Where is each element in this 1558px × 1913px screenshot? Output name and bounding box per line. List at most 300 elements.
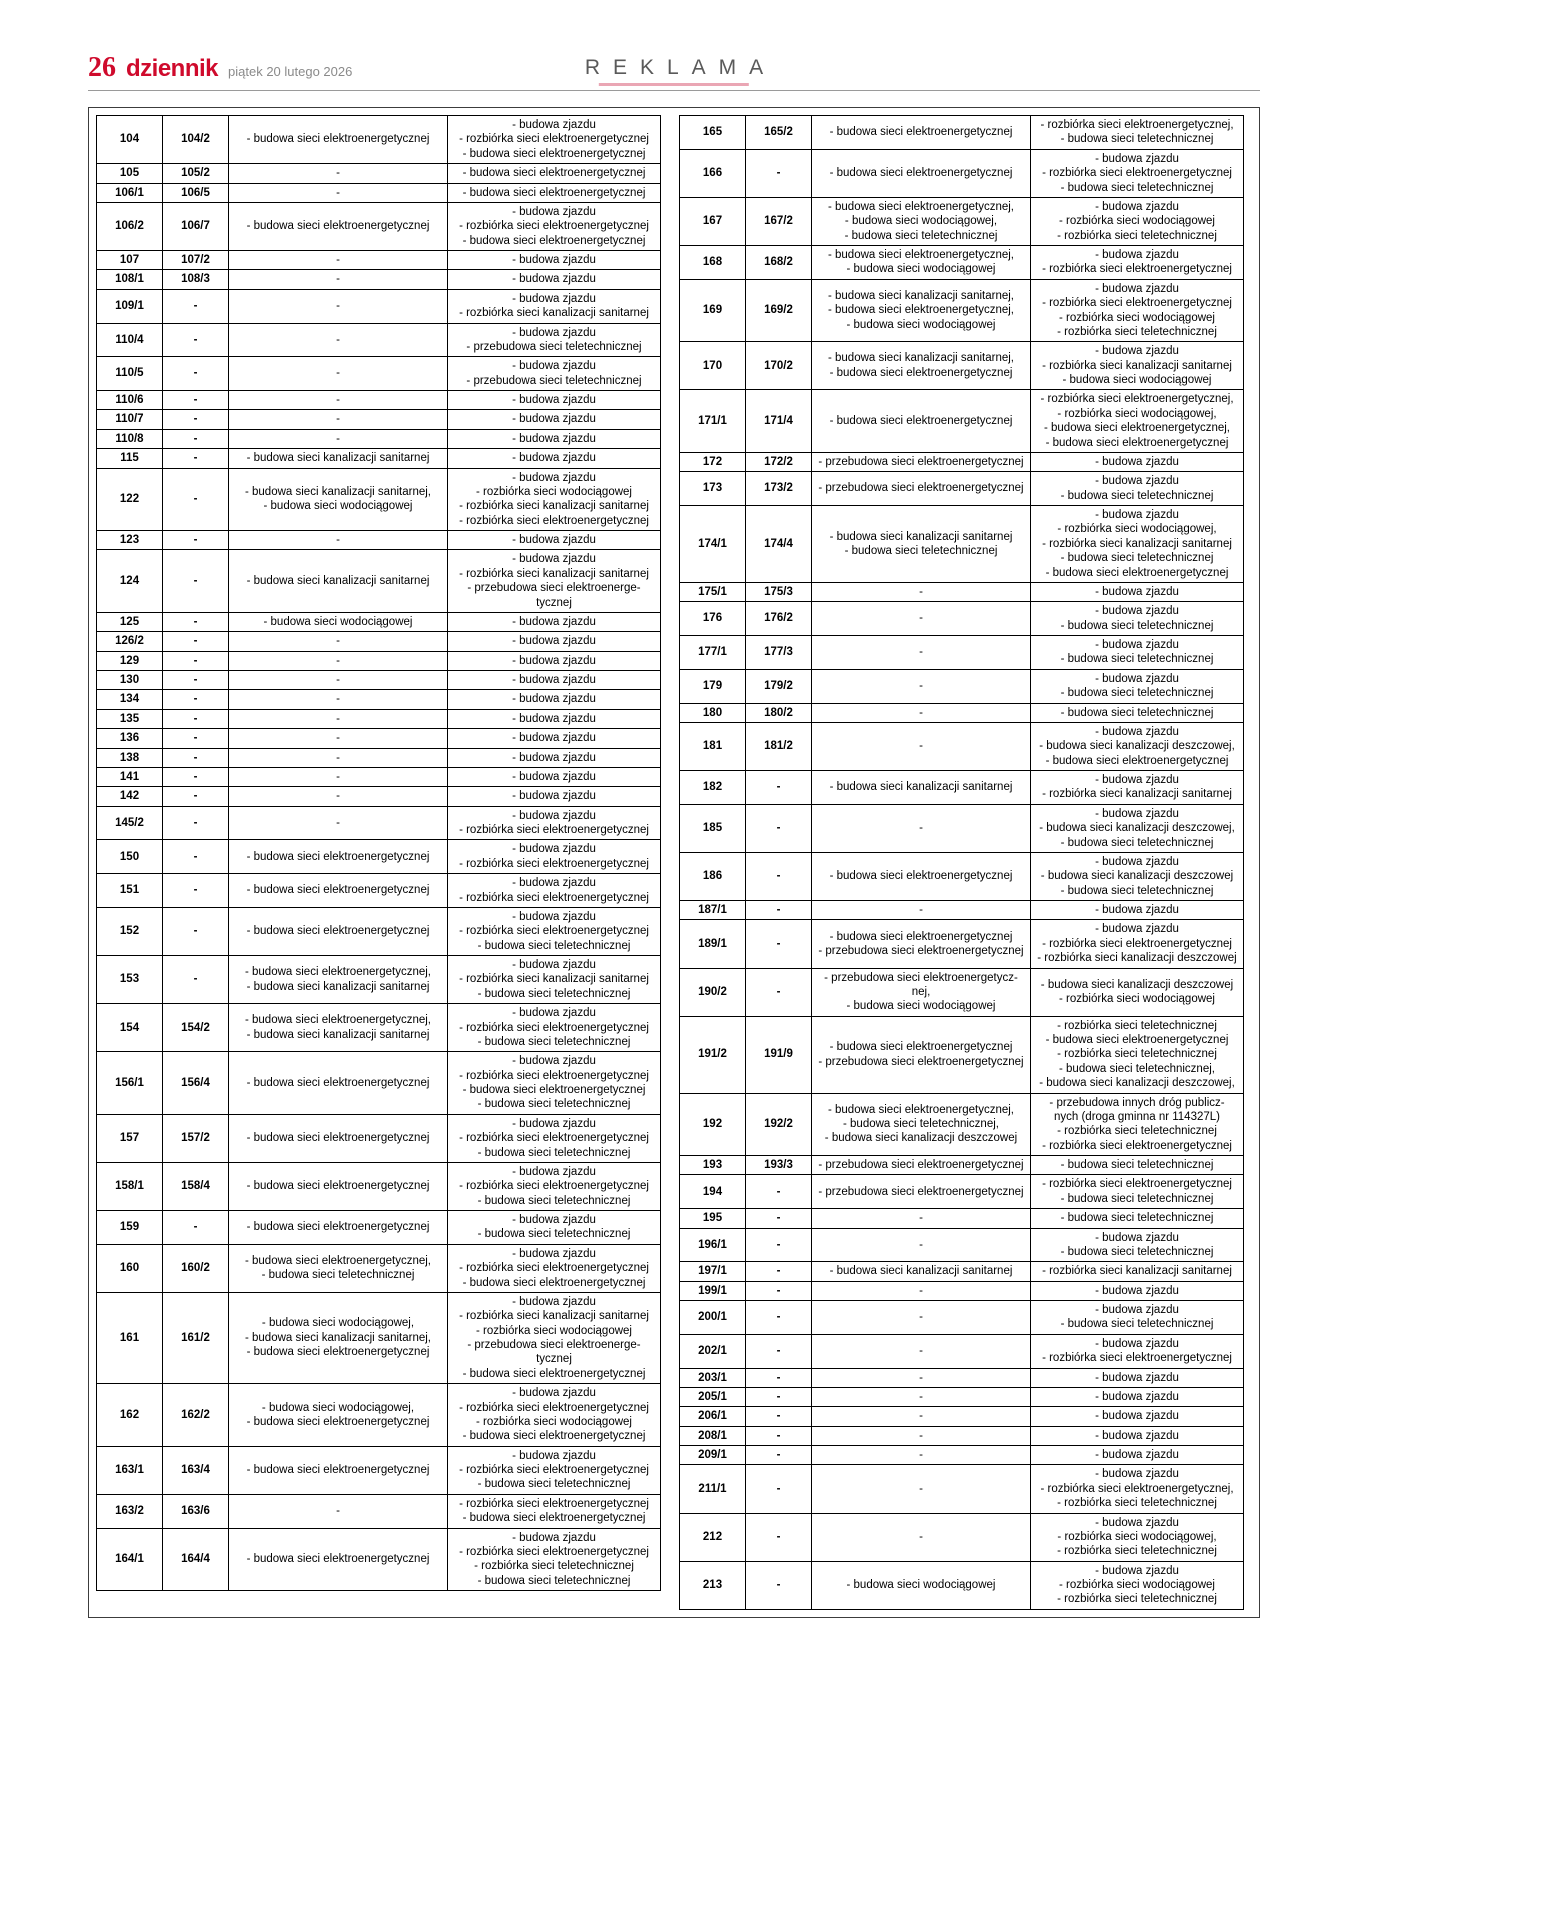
works-line: - rozbiórka sieci kanalizacji sanitarnej	[459, 1310, 649, 1323]
works-cell	[229, 1052, 448, 1115]
table-row	[97, 1384, 661, 1447]
works-cell	[1031, 722, 1244, 770]
plot-number-cell: -	[163, 651, 229, 670]
works-cell	[1031, 968, 1244, 1016]
plot-number-cell: 197/1	[680, 1262, 746, 1281]
works-cell	[229, 729, 448, 748]
plot-number-cell: 196/1	[680, 1228, 746, 1262]
works-cell	[1031, 149, 1244, 197]
works-cell	[1031, 582, 1244, 601]
works-line: - budowa sieci kanalizacji sanitarnej,	[244, 1331, 431, 1344]
works-line: - budowa sieci wodociągowej	[263, 615, 413, 628]
table-row	[97, 270, 661, 289]
works-cell	[229, 410, 448, 429]
works-cell	[229, 468, 448, 531]
works-line: -	[336, 751, 340, 764]
works-line: - budowa sieci teletechnicznej	[477, 1035, 631, 1048]
works-cell	[812, 602, 1031, 636]
works-cell	[1031, 1465, 1244, 1513]
works-cell	[1031, 852, 1244, 900]
plot-number-cell: 163/4	[163, 1446, 229, 1494]
works-line: - rozbiórka sieci wodociągowej	[476, 485, 632, 498]
works-cell	[448, 449, 661, 468]
works-cell	[812, 1093, 1031, 1156]
works-line: - rozbiórka sieci elektroenergetycznej	[459, 1132, 649, 1145]
works-line: - budowa sieci wodociągowej,	[261, 1317, 415, 1330]
works-line: - rozbiórka sieci teletechnicznej	[474, 1560, 634, 1573]
works-cell	[448, 202, 661, 250]
works-line: - rozbiórka sieci wodociągowej	[476, 1324, 632, 1337]
works-cell	[448, 1494, 661, 1528]
works-line: - budowa zjazdu	[512, 877, 596, 890]
table-row	[680, 1093, 1244, 1156]
table-row	[97, 840, 661, 874]
works-cell	[229, 1114, 448, 1162]
works-line: -	[919, 679, 923, 692]
works-cell	[448, 1052, 661, 1115]
works-line: - rozbiórka sieci elektroenergetycznej	[459, 1545, 649, 1558]
table-row	[680, 771, 1244, 805]
works-line: - budowa zjazdu	[1095, 249, 1179, 261]
works-line: - budowa sieci elektroenergetycznej	[462, 167, 646, 180]
table-row	[97, 410, 661, 429]
works-cell	[229, 323, 448, 357]
works-line: - budowa zjazdu	[512, 254, 596, 266]
plot-number-cell: -	[163, 632, 229, 651]
plot-number-cell: -	[746, 1426, 812, 1445]
works-line: - rozbiórka sieci elektroenergetycznej	[459, 1021, 649, 1034]
table-row	[680, 968, 1244, 1016]
works-cell	[812, 246, 1031, 280]
works-cell	[1031, 703, 1244, 722]
works-line: - budowa zjazdu	[512, 1247, 596, 1260]
table-row	[97, 251, 661, 270]
works-line: -	[336, 712, 340, 725]
works-line: - budowa sieci teletechnicznej	[477, 1194, 631, 1207]
works-line: -	[919, 1238, 923, 1251]
works-line: - budowa zjazdu	[512, 770, 596, 783]
works-cell	[1031, 246, 1244, 280]
table-row	[97, 767, 661, 786]
works-line: - budowa zjazdu	[1095, 345, 1179, 358]
works-line: - budowa sieci elektroenergetycznej	[246, 884, 430, 897]
works-line: -	[919, 1449, 923, 1461]
works-cell	[448, 690, 661, 709]
plot-number-cell: -	[163, 767, 229, 786]
works-line: - budowa zjazdu	[512, 674, 596, 686]
plot-number-cell: 160/2	[163, 1244, 229, 1292]
plot-number-cell: 145/2	[97, 806, 163, 840]
plot-number-cell: 106/2	[97, 202, 163, 250]
works-line: - budowa zjazdu	[512, 119, 596, 131]
table-row	[680, 602, 1244, 636]
works-line: - budowa sieci elektroenergetycznej	[462, 186, 646, 199]
works-cell	[812, 1262, 1031, 1281]
works-line: - budowa sieci elektroenergetycznej	[246, 1180, 430, 1193]
plot-number-cell: -	[746, 1513, 812, 1561]
plot-number-cell: 107	[97, 251, 163, 270]
plot-number-cell: 158/4	[163, 1162, 229, 1210]
works-line: - rozbiórka sieci elektroenergetycznej	[459, 824, 649, 836]
works-line: -	[336, 432, 340, 445]
works-cell	[1031, 804, 1244, 852]
works-line: - budowa zjazdu	[512, 809, 596, 822]
page-number: 26	[88, 52, 116, 83]
table-row	[680, 804, 1244, 852]
plot-number-cell: -	[746, 1446, 812, 1465]
works-line: - budowa sieci elektroenergetycznej	[829, 870, 1013, 883]
works-line: - rozbiórka sieci kanalizacji sanitarnej	[459, 973, 649, 986]
works-cell	[448, 164, 661, 183]
plot-number-cell: 156/4	[163, 1052, 229, 1115]
works-line: - rozbiórka sieci teletechnicznej	[1057, 1545, 1217, 1558]
plot-number-cell: 180/2	[746, 703, 812, 722]
works-cell	[448, 1114, 661, 1162]
works-line: - budowa sieci elektroenergetycznej	[246, 133, 430, 146]
works-line: -	[919, 1530, 923, 1543]
plot-number-cell: 154	[97, 1004, 163, 1052]
works-cell	[229, 612, 448, 631]
plot-number-cell: -	[163, 1211, 229, 1245]
works-cell	[448, 183, 661, 202]
works-line: - budowa sieci teletechnicznej	[844, 229, 998, 242]
works-line: - budowa sieci elektroenergetycznej	[829, 366, 1013, 379]
works-line: - budowa sieci kanalizacji deszczowej,	[1039, 822, 1235, 835]
works-line: - budowa zjazdu	[512, 452, 596, 465]
plot-number-cell: 166	[680, 149, 746, 197]
works-line: - budowa sieci teletechnicznej	[1060, 552, 1214, 565]
plot-number-cell: 205/1	[680, 1387, 746, 1406]
works-line: - rozbiórka sieci teletechnicznej	[1057, 1019, 1217, 1032]
brand-logo: dziennik	[126, 55, 219, 82]
works-cell	[229, 709, 448, 728]
works-line: - budowa zjazdu	[512, 790, 596, 803]
plot-number-cell: 154/2	[163, 1004, 229, 1052]
plot-number-cell: 195	[680, 1209, 746, 1228]
works-line: - budowa zjazdu	[1095, 605, 1179, 618]
works-cell	[812, 582, 1031, 601]
plot-number-cell: 170/2	[746, 342, 812, 390]
works-line: - rozbiórka sieci elektroenergetycznej	[459, 220, 649, 233]
works-cell	[229, 874, 448, 908]
table-row	[680, 901, 1244, 920]
plot-number-cell: 151	[97, 874, 163, 908]
works-line: - rozbiórka sieci wodociągowej	[1059, 1579, 1215, 1591]
table-row	[97, 449, 661, 468]
works-line: - budowa sieci elektroenergetycznej,	[244, 1014, 432, 1027]
table-row	[680, 472, 1244, 506]
plot-number-cell: 162/2	[163, 1384, 229, 1447]
plot-number-cell: 173/2	[746, 472, 812, 506]
works-line: - budowa sieci kanalizacji sanitarnej,	[827, 352, 1014, 365]
table-row	[680, 1228, 1244, 1262]
plot-number-cell: 167/2	[746, 197, 812, 245]
table-row	[680, 1334, 1244, 1368]
plot-number-cell: 106/5	[163, 183, 229, 202]
works-line: - budowa sieci elektroenergetycznej,	[827, 1103, 1015, 1116]
works-line: - rozbiórka sieci teletechnicznej	[1057, 1125, 1217, 1138]
works-line: - budowa zjazdu	[1095, 774, 1179, 786]
works-line: -	[919, 1212, 923, 1225]
works-cell	[448, 612, 661, 631]
plot-number-cell: 167	[680, 197, 746, 245]
works-cell	[812, 1156, 1031, 1175]
table-row	[680, 1426, 1244, 1445]
plot-number-cell: 162	[97, 1384, 163, 1447]
works-line: - budowa sieci teletechnicznej	[477, 1098, 631, 1111]
works-line: -	[336, 693, 340, 706]
works-line: - budowa zjazdu	[1095, 672, 1179, 685]
works-line: - budowa sieci wodociągowej	[846, 318, 996, 331]
plot-number-cell: 212	[680, 1513, 746, 1561]
works-line: - budowa sieci wodociągowej,	[844, 215, 998, 228]
works-cell	[812, 636, 1031, 670]
table-row	[97, 1494, 661, 1528]
table-row	[680, 852, 1244, 900]
works-line: - budowa sieci kanalizacji sanitarnej,	[827, 289, 1014, 302]
plot-number-cell: 130	[97, 671, 163, 690]
works-line: - budowa sieci kanalizacji sanitarnej	[829, 1265, 1013, 1278]
works-line: - budowa sieci teletechnicznej	[477, 1574, 631, 1587]
works-line: -	[336, 186, 340, 199]
works-cell	[1031, 1334, 1244, 1368]
works-cell	[812, 901, 1031, 920]
plot-number-cell: -	[746, 1334, 812, 1368]
works-cell	[229, 1384, 448, 1447]
works-cell	[448, 550, 661, 613]
works-line: - budowa sieci teletechnicznej	[477, 1228, 631, 1241]
works-line: - budowa sieci wodociągowej,	[261, 1401, 415, 1414]
plot-number-cell: -	[163, 323, 229, 357]
works-line: - budowa sieci wodociągowej	[1062, 374, 1212, 386]
works-line: - budowa sieci elektroenergetycznej,	[1043, 422, 1231, 435]
plot-number-cell: 193	[680, 1156, 746, 1175]
works-line: -	[919, 904, 923, 916]
works-line: - rozbiórka sieci kanalizacji sanitarnej	[459, 567, 649, 580]
works-line: - przebudowa sieci elektroenergetycznej	[818, 1055, 1024, 1068]
works-line: - rozbiórka sieci elektroenergetycznej	[1042, 167, 1232, 180]
works-line: - budowa sieci teletechnicznej	[477, 987, 631, 1000]
works-line: - budowa zjazdu	[512, 615, 596, 628]
works-line: - budowa zjazdu	[512, 413, 596, 426]
works-cell	[1031, 1281, 1244, 1300]
works-line: - rozbiórka sieci elektroenergetycznej	[1042, 1352, 1232, 1365]
table-row	[97, 357, 661, 391]
works-cell	[448, 709, 661, 728]
plot-number-cell: -	[163, 671, 229, 690]
plot-number-cell: -	[746, 1209, 812, 1228]
works-line: - rozbiórka sieci elektroenergetycznej	[459, 925, 649, 938]
works-line: -	[336, 394, 340, 406]
works-line: - budowa sieci kanalizacji sanitarnej	[246, 1028, 430, 1041]
table-row	[97, 709, 661, 728]
plot-number-cell: 110/6	[97, 391, 163, 410]
works-line: - budowa zjazdu	[1095, 475, 1179, 488]
works-line: - budowa sieci teletechnicznej,	[843, 1118, 999, 1131]
works-line: - rozbiórka sieci wodociągowej	[476, 1415, 632, 1428]
works-line: -	[919, 1371, 923, 1384]
works-cell	[812, 852, 1031, 900]
table-row	[680, 1446, 1244, 1465]
section-title-wrap	[572, 56, 776, 86]
works-cell	[812, 279, 1031, 342]
works-cell	[812, 1281, 1031, 1300]
plot-number-cell: 129	[97, 651, 163, 670]
works-line: - budowa zjazdu	[1095, 1231, 1179, 1244]
works-line: - budowa zjazdu	[512, 292, 596, 305]
works-cell	[812, 804, 1031, 852]
works-line: - budowa sieci elektroenergetycznej	[462, 1512, 646, 1525]
plot-number-cell: 172	[680, 452, 746, 471]
works-line: -	[919, 585, 923, 598]
works-cell	[229, 183, 448, 202]
plot-number-cell: -	[163, 806, 229, 840]
plot-number-cell: 104	[97, 116, 163, 164]
works-cell	[229, 651, 448, 670]
plot-number-cell: 211/1	[680, 1465, 746, 1513]
plot-number-cell: 200/1	[680, 1301, 746, 1335]
works-line: -	[336, 534, 340, 546]
table-row	[97, 1004, 661, 1052]
table-row	[97, 612, 661, 631]
works-cell	[812, 771, 1031, 805]
plot-number-cell: -	[746, 1407, 812, 1426]
table-row	[97, 874, 661, 908]
plot-number-cell: 192/2	[746, 1093, 812, 1156]
works-cell	[812, 968, 1031, 1016]
table-row	[680, 1175, 1244, 1209]
plot-number-cell: 164/1	[97, 1528, 163, 1591]
plot-number-cell: 181	[680, 722, 746, 770]
works-line: - budowa zjazdu	[512, 751, 596, 764]
works-line: - budowa sieci elektroenergetycznej	[462, 1430, 646, 1443]
works-line: -	[336, 654, 340, 667]
plot-number-cell: 208/1	[680, 1426, 746, 1445]
works-cell	[1031, 1156, 1244, 1175]
plot-number-cell: 157/2	[163, 1114, 229, 1162]
table-row	[680, 1561, 1244, 1609]
plot-number-cell: 161	[97, 1292, 163, 1383]
works-cell	[1031, 197, 1244, 245]
works-cell	[1031, 1387, 1244, 1406]
works-cell	[229, 1292, 448, 1383]
plot-number-cell: -	[746, 901, 812, 920]
plot-number-cell: 153	[97, 956, 163, 1004]
works-line: - rozbiórka sieci teletechnicznej	[1057, 1048, 1217, 1061]
works-line: - budowa zjazdu	[1095, 1516, 1179, 1529]
works-line: - budowa sieci teletechnicznej	[1060, 706, 1214, 719]
works-cell	[1031, 1016, 1244, 1093]
works-line: - rozbiórka sieci elektroenergetycznej	[1042, 297, 1232, 310]
works-line: - budowa sieci teletechnicznej	[1060, 1159, 1214, 1171]
works-line: - budowa zjazdu	[1095, 509, 1179, 521]
table-row	[680, 636, 1244, 670]
works-line: - budowa sieci elektroenergetycznej	[462, 234, 646, 247]
plot-number-cell: 181/2	[746, 722, 812, 770]
plot-number-cell: 182	[680, 771, 746, 805]
table-row	[680, 1513, 1244, 1561]
works-cell	[229, 632, 448, 651]
plot-number-cell: 125	[97, 612, 163, 631]
plot-number-cell: -	[163, 729, 229, 748]
works-line: - budowa zjazdu	[1095, 200, 1179, 213]
plot-number-cell: -	[163, 468, 229, 531]
works-cell	[229, 391, 448, 410]
works-cell	[1031, 1262, 1244, 1281]
table-row	[97, 690, 661, 709]
works-line: - budowa zjazdu	[1095, 455, 1179, 468]
works-line: - budowa sieci wodociągowej	[263, 500, 413, 513]
plot-number-cell: 179	[680, 669, 746, 703]
works-line: - budowa sieci elektroenergetycznej	[246, 925, 430, 938]
works-cell	[229, 357, 448, 391]
works-line: - budowa zjazdu	[512, 693, 596, 706]
plot-number-cell: 176	[680, 602, 746, 636]
table-row	[680, 1368, 1244, 1387]
plot-number-cell: 174/1	[680, 506, 746, 583]
table-row	[680, 149, 1244, 197]
section-underline	[599, 83, 749, 86]
works-cell	[1031, 506, 1244, 583]
plot-number-cell: 122	[97, 468, 163, 531]
works-line: - rozbiórka sieci elektroenergetycznej	[459, 1262, 649, 1275]
works-line: - budowa zjazdu	[1095, 923, 1179, 936]
plot-number-cell: 110/8	[97, 429, 163, 448]
works-line: - budowa zjazdu	[512, 910, 596, 923]
works-line: - budowa sieci kanalizacji sanitarnej	[829, 781, 1013, 794]
works-line: - budowa sieci elektroenergetycznej	[462, 1367, 646, 1380]
works-line: - budowa zjazdu	[512, 326, 596, 339]
works-line: - budowa sieci kanalizacji deszczowej	[1040, 978, 1234, 991]
works-cell	[448, 1292, 661, 1383]
works-line: -	[919, 1284, 923, 1297]
plots-table-left	[96, 115, 661, 1591]
works-line: - budowa zjazdu	[1095, 1564, 1179, 1577]
works-line: - rozbiórka sieci elektroenergetycznej	[459, 1069, 649, 1082]
works-line: - budowa zjazdu	[1095, 807, 1179, 820]
works-cell	[812, 703, 1031, 722]
plot-number-cell: 108/1	[97, 270, 163, 289]
works-cell	[448, 671, 661, 690]
works-line: - rozbiórka sieci wodociągowej	[1059, 993, 1215, 1006]
plot-number-cell: -	[746, 1228, 812, 1262]
works-cell	[448, 767, 661, 786]
works-cell	[229, 1211, 448, 1245]
works-line: - budowa zjazdu	[1095, 1410, 1179, 1423]
works-cell	[812, 1465, 1031, 1513]
plot-number-cell: 159	[97, 1211, 163, 1245]
plot-number-cell: 110/5	[97, 357, 163, 391]
works-line: -	[336, 167, 340, 180]
works-line: - budowa sieci teletechnicznej	[1060, 687, 1214, 700]
table-row	[680, 116, 1244, 150]
works-line: - budowa sieci elektroenergetycznej	[1045, 436, 1229, 449]
works-line: - rozbiórka sieci elektroenergetycznej	[459, 1401, 649, 1414]
table-row	[680, 342, 1244, 390]
works-line: - budowa zjazdu	[1095, 1337, 1179, 1350]
works-cell	[448, 729, 661, 748]
works-line: -	[919, 1311, 923, 1324]
table-row	[97, 671, 661, 690]
works-cell	[448, 410, 661, 429]
works-cell	[448, 289, 661, 323]
works-cell	[448, 357, 661, 391]
works-cell	[1031, 1209, 1244, 1228]
works-cell	[1031, 669, 1244, 703]
plot-number-cell: 175/1	[680, 582, 746, 601]
works-line: - budowa sieci kanalizacji sanitarnej	[829, 530, 1013, 543]
works-line: - budowa sieci elektroenergetycznej	[246, 1346, 430, 1359]
